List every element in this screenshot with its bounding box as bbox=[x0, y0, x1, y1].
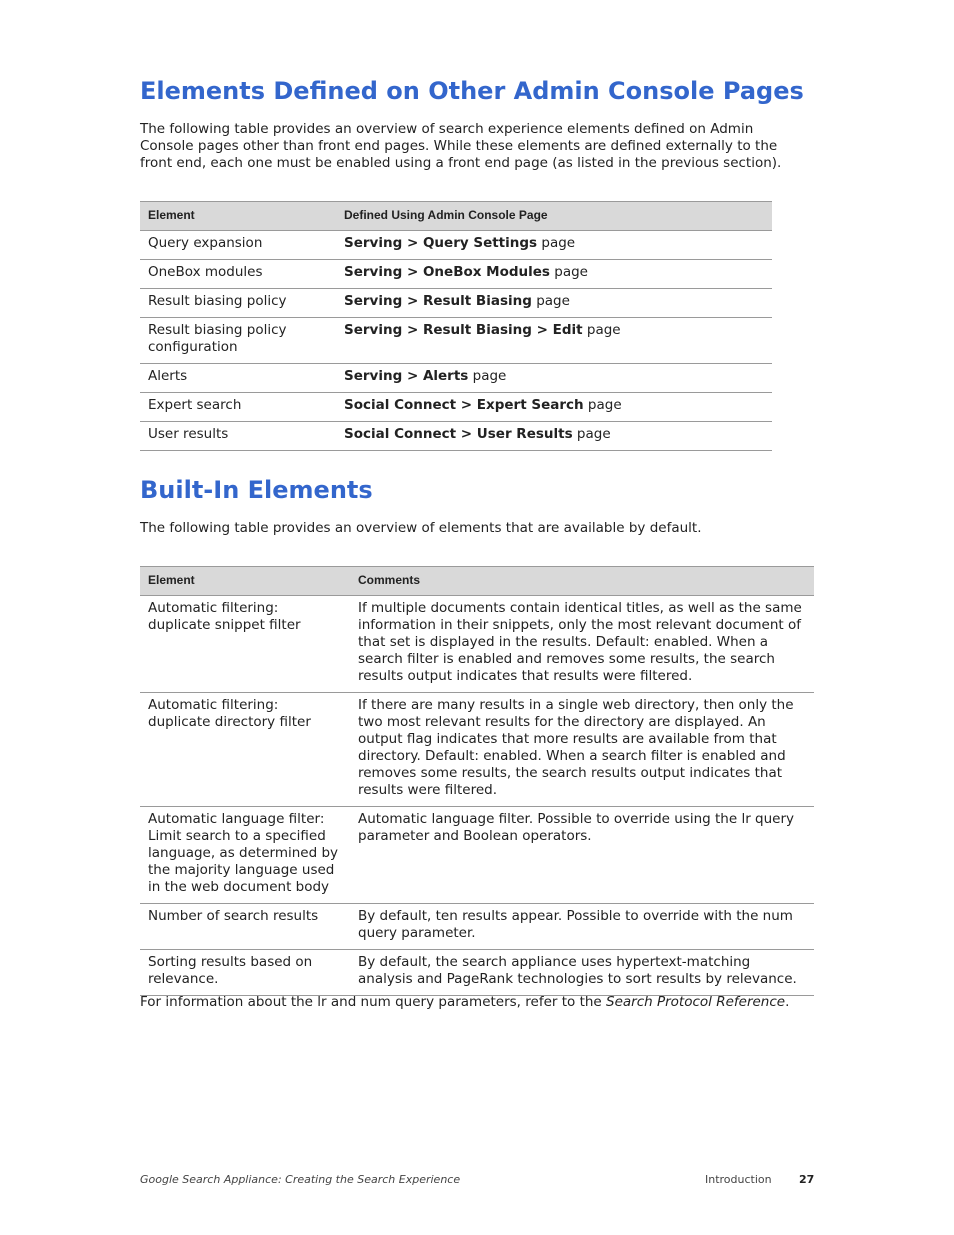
table-row bbox=[140, 231, 772, 260]
table-header-row bbox=[140, 567, 814, 596]
admin-page-path: Serving > Alerts bbox=[344, 368, 469, 384]
admin-page-suffix: page bbox=[549, 264, 588, 280]
comment-cell: By default, ten results appear. Possible to override with the num query parameter. bbox=[350, 904, 814, 950]
admin-page-cell bbox=[336, 393, 772, 422]
column-header-admin-page: Defined Using Admin Console Page bbox=[336, 202, 772, 231]
comment-cell: By default, the search appliance uses hypertext-matching analysis and PageRank technologies to sort results by relevance. bbox=[350, 950, 814, 996]
section-intro-admin-console: The following table provides an overview of search experience elements defined on Admin Console pages other than front end pages. While these elements are defined externally to the front end, each one must be enabled using a front end page (as listed in the previous section). bbox=[140, 121, 782, 171]
reference-title: Search Protocol Reference bbox=[606, 994, 786, 1010]
table-row bbox=[140, 260, 772, 289]
comment-cell: If there are many results in a single web directory, then only the two most relevant results for the directory are displayed. An output flag indicates that more results are available from that directory. Default: enabled. When a search filter is enabled and removes some results, the search results output indicates that results were filtered. bbox=[350, 693, 814, 807]
table-row bbox=[140, 318, 772, 364]
admin-page-path: Social Connect > User Results bbox=[344, 426, 573, 442]
element-cell: Alerts bbox=[140, 364, 336, 393]
comment-cell: If multiple documents contain identical titles, as well as the same information in their snippets, only the most relevant document of that set is displayed in the results. Default: enabled. When a search filter is enabled and removes some results, the search results output indicates that results were filtered. bbox=[350, 596, 814, 693]
footer-section-name: Introduction bbox=[705, 1173, 772, 1186]
admin-page-cell bbox=[336, 422, 772, 451]
table-header-row bbox=[140, 202, 772, 231]
comment-cell: Automatic language filter. Possible to override using the lr query parameter and Boolean operators. bbox=[350, 807, 814, 904]
admin-page-path: Serving > Query Settings bbox=[344, 235, 538, 251]
element-cell: Result biasing policy configuration bbox=[140, 318, 336, 364]
admin-page-cell bbox=[336, 364, 772, 393]
admin-page-path: Social Connect > Expert Search bbox=[344, 397, 584, 413]
admin-page-suffix: page bbox=[572, 426, 611, 442]
table-row bbox=[140, 596, 814, 693]
admin-page-cell bbox=[336, 231, 772, 260]
table-row bbox=[140, 904, 814, 950]
footnote-paragraph bbox=[140, 994, 820, 1011]
element-cell: OneBox modules bbox=[140, 260, 336, 289]
column-header-element: Element bbox=[140, 567, 350, 596]
table-row bbox=[140, 950, 814, 996]
element-cell: Sorting results based on relevance. bbox=[140, 950, 350, 996]
admin-console-elements-table bbox=[140, 201, 772, 451]
footer-doc-title: Google Search Appliance: Creating the Search Experience bbox=[140, 1173, 461, 1186]
admin-page-cell bbox=[336, 260, 772, 289]
footnote-period: . bbox=[785, 994, 790, 1010]
section-intro-built-in: The following table provides an overview of elements that are available by default. bbox=[140, 520, 702, 536]
admin-page-suffix: page bbox=[468, 368, 507, 384]
element-cell: Query expansion bbox=[140, 231, 336, 260]
table-row bbox=[140, 289, 772, 318]
column-header-comments: Comments bbox=[350, 567, 814, 596]
column-header-element: Element bbox=[140, 202, 336, 231]
page-number: 27 bbox=[799, 1173, 815, 1186]
section-heading-built-in: Built-In Elements bbox=[140, 476, 373, 504]
admin-page-cell bbox=[336, 318, 772, 364]
footnote-text: For information about the lr and num query parameters, refer to the bbox=[140, 994, 607, 1010]
element-cell: Result biasing policy bbox=[140, 289, 336, 318]
built-in-elements-table bbox=[140, 566, 814, 996]
table-row bbox=[140, 422, 772, 451]
element-cell: User results bbox=[140, 422, 336, 451]
admin-page-suffix: page bbox=[582, 322, 621, 338]
element-cell: Expert search bbox=[140, 393, 336, 422]
element-cell: Number of search results bbox=[140, 904, 350, 950]
table-row bbox=[140, 364, 772, 393]
admin-page-cell bbox=[336, 289, 772, 318]
section-heading-admin-console: Elements Defined on Other Admin Console Pages bbox=[140, 77, 804, 105]
element-cell: Automatic filtering: duplicate directory filter bbox=[140, 693, 350, 807]
admin-page-path: Serving > OneBox Modules bbox=[344, 264, 550, 280]
admin-page-path: Serving > Result Biasing bbox=[344, 293, 532, 309]
table-row bbox=[140, 807, 814, 904]
admin-page-suffix: page bbox=[537, 235, 576, 251]
table-row bbox=[140, 393, 772, 422]
table-row bbox=[140, 693, 814, 807]
admin-page-suffix: page bbox=[531, 293, 570, 309]
admin-page-path: Serving > Result Biasing > Edit bbox=[344, 322, 583, 338]
admin-page-suffix: page bbox=[583, 397, 622, 413]
element-cell: Automatic language filter: Limit search to a specified language, as determined by the majority language used in the web document body bbox=[140, 807, 350, 904]
element-cell: Automatic filtering: duplicate snippet filter bbox=[140, 596, 350, 693]
